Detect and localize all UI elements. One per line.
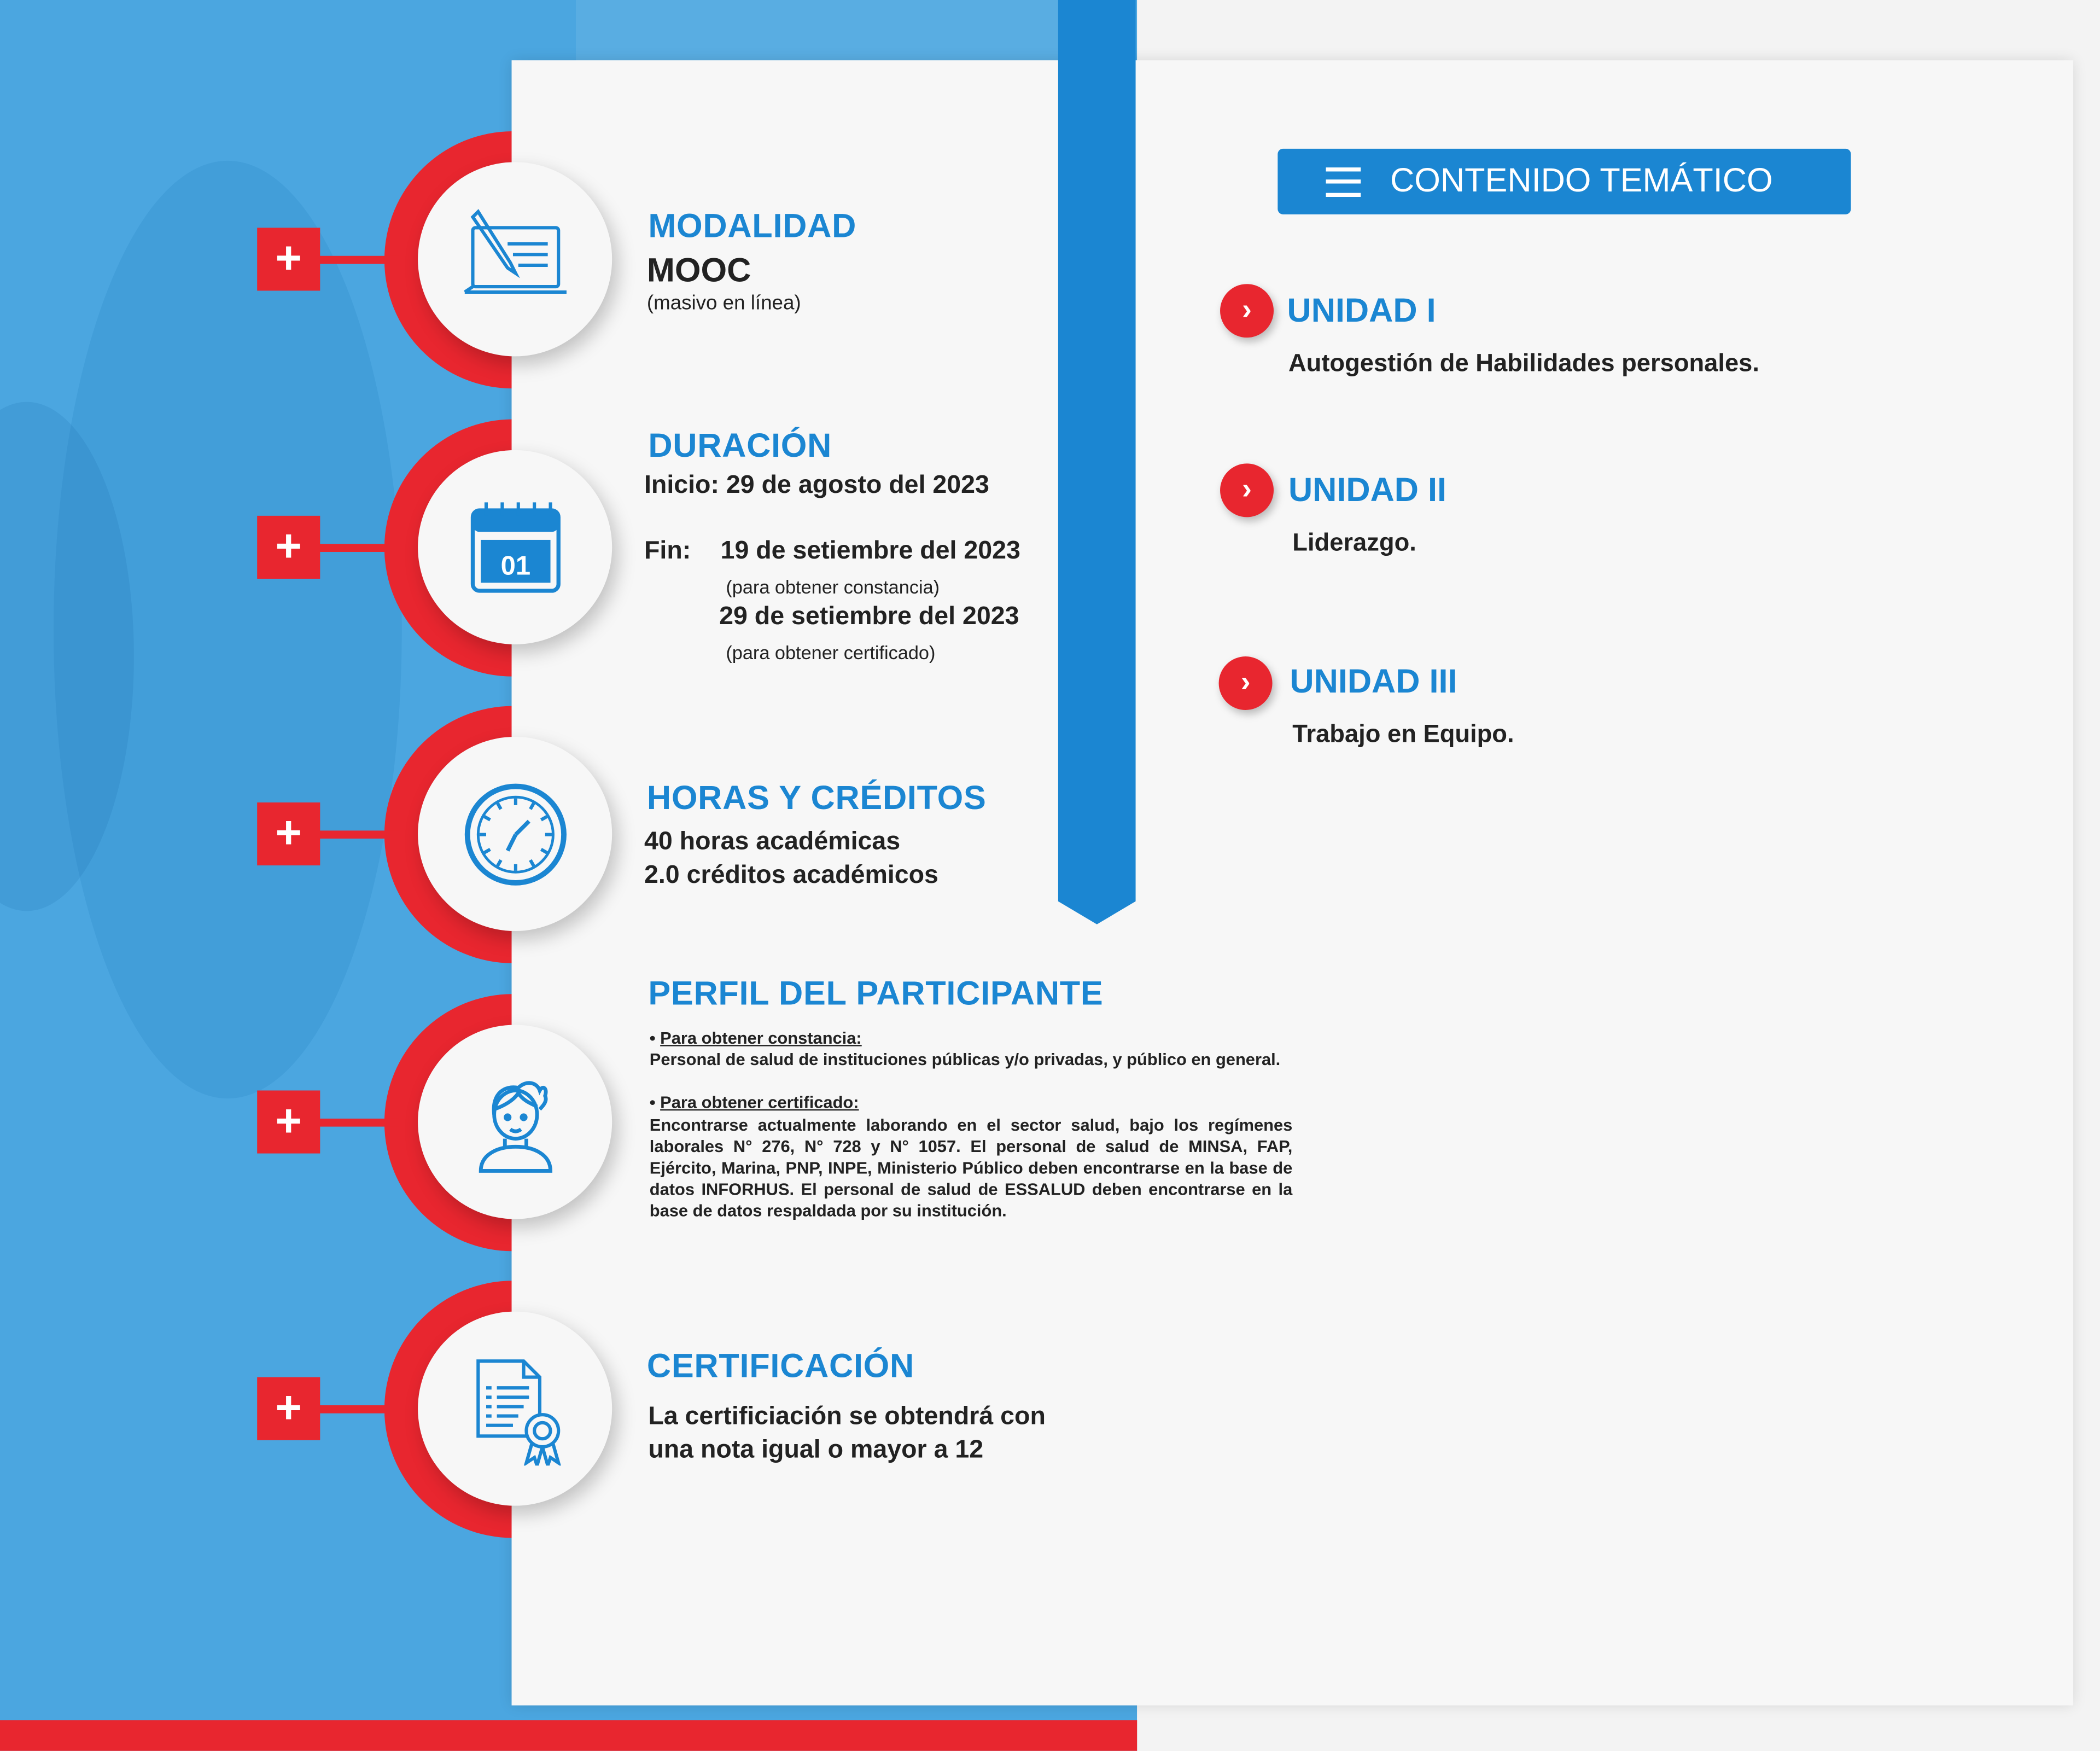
expand-button[interactable]: + — [257, 1377, 320, 1440]
perfil-bullet: • Para obtener certificado: — [649, 1093, 859, 1113]
contenido-tematico-header[interactable] — [1278, 149, 1851, 214]
perfil-bullet: • Para obtener constancia: — [649, 1028, 862, 1048]
connector-line — [319, 1405, 399, 1413]
perfil-bullet-label: Para obtener constancia: — [660, 1028, 862, 1048]
tablet-pen-icon — [418, 162, 612, 356]
certificacion-text: La certificiación se obtendrá con — [648, 1403, 1046, 1431]
contenido-title: CONTENIDO TEMÁTICO — [1390, 162, 1773, 200]
section-title: PERFIL DEL PARTICIPANTE — [648, 975, 1104, 1013]
duracion-fin-note: (para obtener constancia) — [726, 576, 940, 598]
horas-value: 40 horas académicas — [644, 828, 901, 856]
spacer — [650, 1071, 1293, 1092]
connector-line — [319, 544, 399, 552]
duracion-fin-note: (para obtener certificado) — [726, 642, 936, 664]
creditos-value: 2.0 créditos académicos — [644, 861, 938, 890]
unit-title[interactable]: UNIDAD II — [1288, 472, 1447, 509]
bottom-red-bar — [0, 1720, 1137, 1751]
expand-button[interactable]: + — [257, 228, 320, 290]
blue-ribbon — [1058, 0, 1136, 924]
certificacion-text: una nota igual o mayor a 12 — [648, 1436, 984, 1464]
calendar-icon — [418, 450, 612, 644]
expand-button[interactable]: + — [257, 516, 320, 579]
section-perfil — [254, 994, 616, 1262]
unit-desc: Liderazgo. — [1292, 527, 1416, 556]
duracion-fin-date: 29 de setiembre del 2023 — [719, 603, 1019, 631]
certificate-icon — [418, 1312, 612, 1506]
chevron-right-icon[interactable]: › — [1220, 463, 1274, 517]
section-certificacion — [254, 1281, 616, 1549]
section-title: CERTIFICACIÓN — [646, 1347, 915, 1386]
duracion-inicio: Inicio: 29 de agosto del 2023 — [644, 472, 989, 500]
connector-line — [319, 256, 399, 264]
modalidad-value: MOOC — [646, 252, 751, 289]
menu-icon — [1326, 167, 1361, 196]
chevron-right-icon[interactable]: › — [1220, 284, 1274, 338]
duracion-fin-date: 19 de setiembre del 2023 — [720, 537, 1020, 566]
calendar-day: 01 — [500, 550, 530, 580]
section-title: MODALIDAD — [648, 207, 857, 246]
perfil-bullet-label: Para obtener certificado: — [660, 1093, 859, 1113]
chevron-right-icon[interactable]: › — [1219, 656, 1273, 710]
expand-button[interactable]: + — [257, 802, 320, 865]
duracion-fin-label: Fin: — [644, 537, 691, 566]
perfil-bullet-text: Encontrarse actualmente laborando en el sector salud, bajo los regímenes laborales N° 276, N° 728 y N° 1057. El personal de salud de MINSA, FAP, Ejército, Marina, PNP, INPE, Ministerio Público deben encontrarse en la base de datos INFORHUS. El personal de salud de ESSALUD deben encontrarse en la base de datos respaldada por su institución. — [649, 1115, 1293, 1221]
clock-icon — [418, 737, 612, 931]
connector-line — [319, 830, 399, 839]
modalidad-note: (masivo en línea) — [646, 292, 801, 315]
section-title: DURACIÓN — [648, 427, 832, 465]
user-icon — [418, 1025, 612, 1219]
unit-title[interactable]: UNIDAD I — [1287, 292, 1436, 330]
perfil-text — [650, 1027, 1293, 1223]
section-title: HORAS Y CRÉDITOS — [646, 779, 987, 817]
unit-desc: Trabajo en Equipo. — [1292, 719, 1514, 748]
section-duracion — [254, 420, 616, 688]
expand-button[interactable]: + — [257, 1090, 320, 1153]
unit-title[interactable]: UNIDAD III — [1290, 663, 1457, 701]
unit-desc: Autogestión de Habilidades personales. — [1288, 348, 1759, 377]
perfil-bullet-text: Personal de salud de instituciones públicas y/o privadas, y público en general. — [649, 1050, 1281, 1069]
section-horas — [254, 706, 616, 974]
section-modalidad — [254, 131, 616, 399]
connector-line — [319, 1119, 399, 1127]
